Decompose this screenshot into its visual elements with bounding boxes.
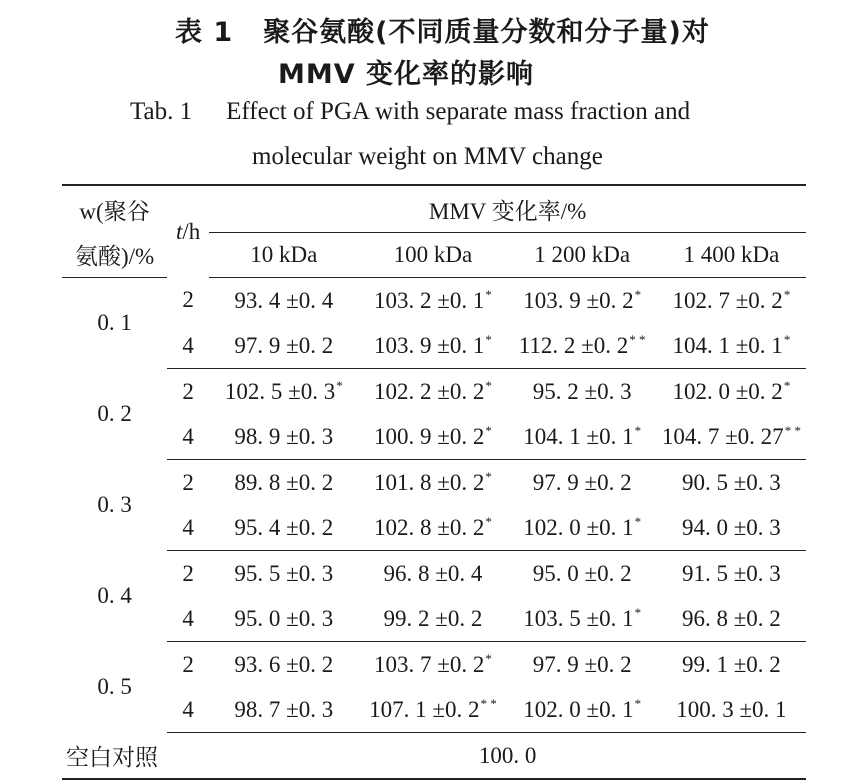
significance-mark: * — [485, 514, 492, 529]
value-cell — [209, 596, 358, 642]
value-cell — [358, 278, 507, 324]
value-cell — [358, 460, 507, 506]
time-cell: 2 — [182, 560, 194, 586]
value-text: 112. 2 ±0. 2 — [518, 333, 629, 358]
value-text: 89. 8 ±0. 2 — [234, 469, 334, 495]
value-cell — [508, 505, 657, 551]
value-cell — [508, 323, 657, 369]
significance-mark: * — [634, 287, 642, 302]
value-text: 91. 5 ±0. 3 — [681, 560, 781, 586]
value-text: 98. 9 ±0. 3 — [234, 423, 334, 449]
significance-mark: * — [783, 378, 791, 393]
value-text: 95. 5 ±0. 3 — [234, 560, 334, 586]
data-table — [62, 184, 806, 780]
value-text: 104. 1 ±0. 1 — [672, 333, 783, 358]
value-cell — [508, 460, 657, 506]
mw-header: 1 400 kDa — [657, 233, 806, 278]
value-text: 102. 0 ±0. 2 — [672, 379, 783, 404]
value-text: 103. 9 ±0. 2 — [523, 288, 634, 313]
value-text: 97. 9 ±0. 2 — [234, 332, 334, 358]
value-text: 102. 5 ±0. 3 — [224, 379, 336, 404]
empty-cell — [167, 733, 209, 780]
caption-en-text: Effect of PGA with separate mass fraction and — [226, 98, 691, 125]
value-text: 102. 0 ±0. 1 — [523, 697, 634, 722]
value-text: 104. 1 ±0. 1 — [523, 424, 634, 449]
value-cell — [657, 505, 806, 551]
value-text: 97. 9 ±0. 2 — [532, 651, 632, 677]
value-text: 98. 7 ±0. 3 — [234, 696, 334, 722]
time-cell: 4 — [167, 505, 209, 551]
caption-en-label: Tab. 1 — [130, 98, 193, 125]
significance-mark: * * — [480, 696, 497, 711]
value-text: 94. 0 ±0. 3 — [681, 514, 781, 540]
significance-mark: * — [634, 423, 642, 438]
table-row — [62, 642, 806, 688]
value-cell — [209, 323, 358, 369]
table-row — [62, 278, 806, 324]
table-row — [62, 687, 806, 733]
value-cell — [209, 369, 358, 415]
mass-fraction-cell: 0. 3 — [97, 492, 132, 517]
value-text: 100. 3 ±0. 1 — [676, 696, 787, 722]
value-cell — [358, 323, 507, 369]
mass-fraction-cell: 0. 2 — [97, 401, 132, 426]
time-cell: 2 — [182, 378, 194, 404]
mw-header: 1 200 kDa — [508, 233, 657, 278]
significance-mark: * — [634, 605, 642, 620]
w-header-line2: 氨酸)/% — [62, 233, 167, 278]
value-text: 95. 2 ±0. 3 — [532, 378, 632, 404]
value-text: 100. 9 ±0. 2 — [374, 424, 485, 449]
value-cell — [209, 687, 358, 733]
significance-mark: * * — [784, 423, 801, 438]
table-row — [62, 505, 806, 551]
value-cell — [508, 596, 657, 642]
value-cell — [657, 596, 806, 642]
mw-header: 10 kDa — [209, 233, 358, 278]
caption-cn-label: 表 1 — [175, 17, 234, 48]
significance-mark: * — [336, 378, 343, 393]
value-text: 103. 9 ±0. 1 — [374, 333, 485, 358]
value-text: 103. 2 ±0. 1 — [374, 288, 485, 313]
value-cell — [358, 551, 507, 597]
time-cell: 4 — [167, 414, 209, 460]
value-text: 102. 8 ±0. 2 — [374, 515, 485, 540]
significance-mark: * — [485, 651, 492, 666]
time-cell: 2 — [182, 469, 194, 495]
caption-en-line2: molecular weight on MMV change — [252, 143, 603, 170]
significance-mark: * — [485, 378, 492, 393]
significance-mark: * * — [629, 332, 646, 347]
value-cell — [657, 687, 806, 733]
value-cell — [508, 369, 657, 415]
mw-header: 100 kDa — [358, 233, 507, 278]
value-cell — [209, 551, 358, 597]
significance-mark: * — [783, 287, 791, 302]
significance-mark: * — [485, 332, 492, 347]
group-header: MMV 变化率/% — [209, 185, 806, 233]
value-text: 102. 7 ±0. 2 — [672, 288, 783, 313]
blank-control-label: 空白对照 — [66, 744, 158, 770]
table-row — [62, 551, 806, 597]
blank-control-row — [62, 733, 806, 780]
value-cell — [657, 278, 806, 324]
value-cell — [209, 505, 358, 551]
value-cell — [657, 551, 806, 597]
significance-mark: * — [634, 514, 642, 529]
value-cell — [657, 460, 806, 506]
caption-cn-line1 — [175, 10, 710, 49]
value-text: 103. 5 ±0. 1 — [523, 606, 634, 631]
significance-mark: * — [485, 287, 492, 302]
significance-mark: * — [783, 332, 791, 347]
significance-mark: * — [485, 469, 492, 484]
value-cell — [358, 505, 507, 551]
value-text: 102. 0 ±0. 1 — [523, 515, 634, 540]
value-cell — [508, 278, 657, 324]
mass-fraction-cell: 0. 4 — [97, 583, 132, 608]
value-cell — [358, 414, 507, 460]
mass-fraction-cell: 0. 5 — [97, 674, 132, 699]
blank-control-value: 100. 0 — [478, 742, 537, 768]
time-cell: 4 — [167, 596, 209, 642]
caption-en-line1 — [130, 98, 690, 126]
table-row — [62, 414, 806, 460]
value-text: 99. 2 ±0. 2 — [383, 605, 483, 631]
value-cell — [657, 369, 806, 415]
value-text: 103. 7 ±0. 2 — [374, 652, 485, 677]
time-cell: 4 — [167, 323, 209, 369]
value-cell — [209, 460, 358, 506]
value-text: 90. 5 ±0. 3 — [681, 469, 781, 495]
value-text: 93. 6 ±0. 2 — [234, 651, 334, 677]
value-cell — [209, 414, 358, 460]
value-cell — [508, 687, 657, 733]
value-text: 104. 7 ±0. 27 — [661, 424, 784, 449]
time-cell: 2 — [182, 287, 194, 313]
value-text: 97. 9 ±0. 2 — [532, 469, 632, 495]
table-row — [62, 323, 806, 369]
value-text: 95. 4 ±0. 2 — [234, 514, 334, 540]
value-cell — [358, 369, 507, 415]
value-text: 95. 0 ±0. 2 — [532, 560, 632, 586]
significance-mark: * — [634, 696, 642, 711]
value-text: 102. 2 ±0. 2 — [374, 379, 485, 404]
value-cell — [508, 551, 657, 597]
table-row — [62, 596, 806, 642]
time-cell: 2 — [182, 651, 194, 677]
value-text: 101. 8 ±0. 2 — [374, 470, 485, 495]
mass-fraction-cell: 0. 1 — [97, 310, 132, 336]
significance-mark: * — [485, 423, 492, 438]
value-cell — [358, 596, 507, 642]
time-cell: 4 — [167, 687, 209, 733]
caption-cn-line2: MMV 变化率的影响 — [278, 59, 535, 90]
value-cell — [657, 414, 806, 460]
value-cell — [358, 642, 507, 688]
table-row — [62, 369, 806, 415]
table-row — [62, 460, 806, 506]
caption-cn-text: 聚谷氨酸(不同质量分数和分子量)对 — [263, 17, 710, 48]
w-header-line1: w(聚谷 — [79, 198, 150, 224]
value-text: 99. 1 ±0. 2 — [681, 651, 781, 677]
value-cell — [508, 414, 657, 460]
value-text: 96. 8 ±0. 2 — [681, 605, 781, 631]
value-text: 96. 8 ±0. 4 — [383, 560, 483, 586]
t-header: t/h — [176, 218, 201, 244]
value-cell — [657, 323, 806, 369]
header-row-1 — [62, 185, 806, 233]
value-text: 107. 1 ±0. 2 — [369, 697, 480, 722]
value-cell — [209, 642, 358, 688]
value-cell — [508, 642, 657, 688]
value-cell — [657, 642, 806, 688]
value-cell — [209, 278, 358, 324]
value-text: 93. 4 ±0. 4 — [234, 287, 334, 313]
value-cell — [358, 687, 507, 733]
value-text: 95. 0 ±0. 3 — [234, 605, 334, 631]
